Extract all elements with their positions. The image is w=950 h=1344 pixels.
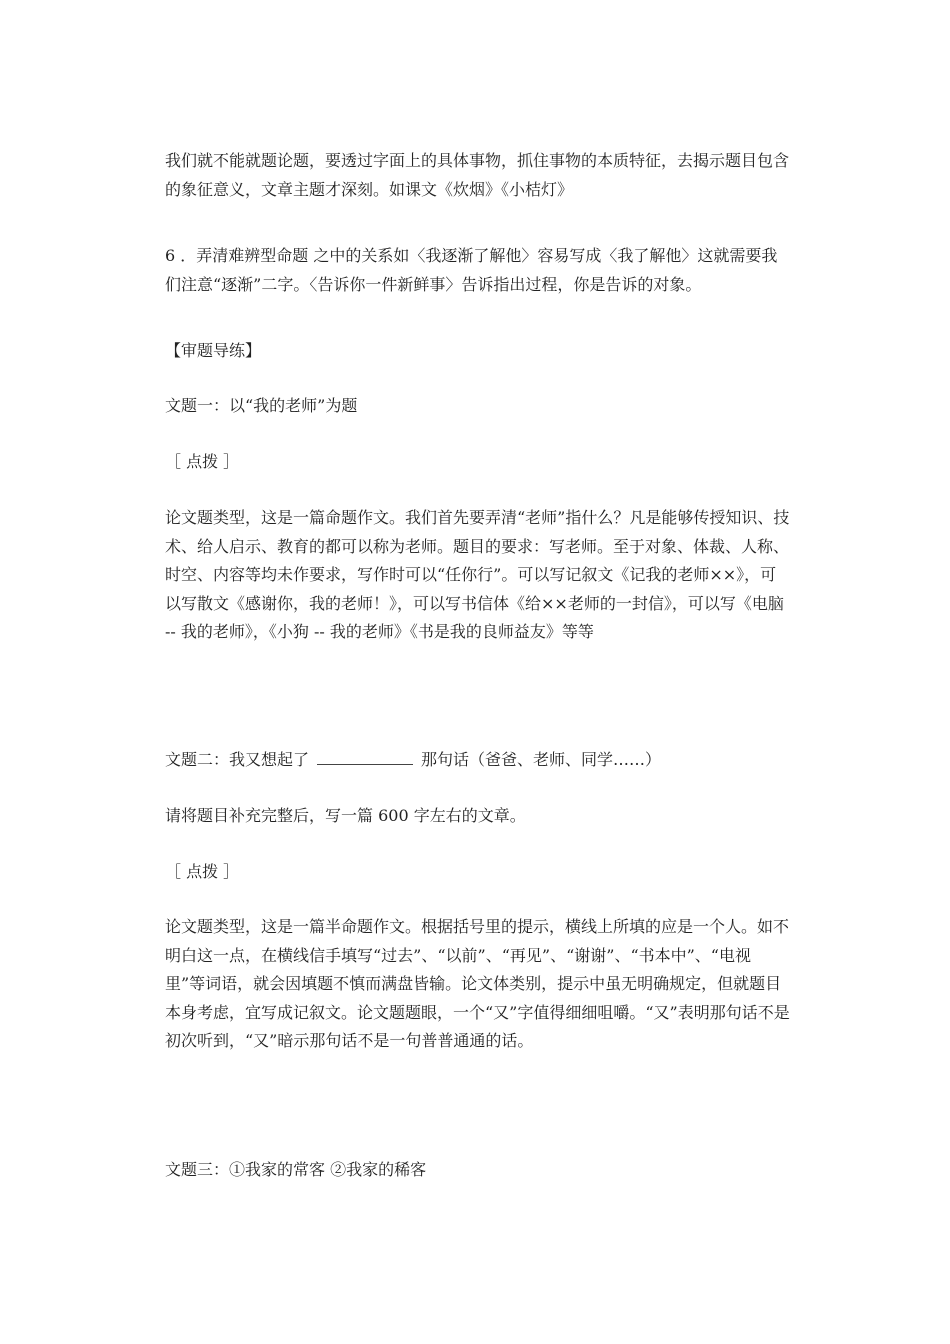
topic-2-title <box>165 746 661 774</box>
topic-2-instruction: 请将题目补充完整后，写一篇 600 字左右的文章。 <box>165 806 526 825</box>
section-heading: 【审题导练】 <box>165 341 262 360</box>
fill-in-blank-line <box>317 748 413 765</box>
topic-3-title: 文题三：①我家的常客 ②我家的稀客 <box>165 1160 427 1179</box>
paragraph-topic-1-analysis: 论文题类型，这是一篇命题作文。我们首先要弄清“老师”指什么？凡是能够传授知识、技术、给人启示、教育的都可以称为老师。题目的要求：写老师。至于对象、体裁、人称、时空、内容等均未作要求，写作时可以“任你行”。可以写记叙文《记我的老师××》，可以写散文《感谢你，我的老师！》，可以写书信体《给××老师的一封信》，可以写《电脑 -- 我的老师》，《小狗 -- 我的老师》《书是我的良师益友》等等 <box>165 508 790 641</box>
hint-label-2: ［ 点拨 ］ <box>165 862 240 881</box>
topic-2-suffix: 那句话（爸爸、老师、同学……） <box>421 750 662 769</box>
paragraph-symbolism: 我们就不能就题论题，要透过字面上的具体事物，抓住事物的本质特征，去揭示题目包含的象征意义，文章主题才深刻。如课文《炊烟》《小桔灯》 <box>165 151 790 199</box>
hint-label-1: ［ 点拨 ］ <box>165 452 240 471</box>
paragraph-topic-2-analysis: 论文题类型，这是一篇半命题作文。根据括号里的提示，横线上所填的应是一个人。如不明白这一点，在横线信手填写“过去”、“以前”、“再见”、“谢谢”、“书本中”、“电视里”等词语，就会因填题不慎而满盘皆输。论文体类别，提示中虽无明确规定，但就题目本身考虑，宜写成记叙文。论文题题眼，一个“又”字值得细细咀嚼。“又”表明那句话不是初次听到，“又”暗示那句话不是一句普普通通的话。 <box>165 917 790 1050</box>
topic-2-prefix: 文题二：我又想起了 <box>165 750 310 769</box>
paragraph-item-6: 6 ．弄清难辨型命题 之中的关系如〈我逐渐了解他〉容易写成〈我了解他〉这就需要我们注意“逐渐”二字。〈告诉你一件新鲜事〉告诉指出过程，你是告诉的对象。 <box>165 246 778 294</box>
topic-1-title: 文题一：以“我的老师”为题 <box>165 396 358 415</box>
